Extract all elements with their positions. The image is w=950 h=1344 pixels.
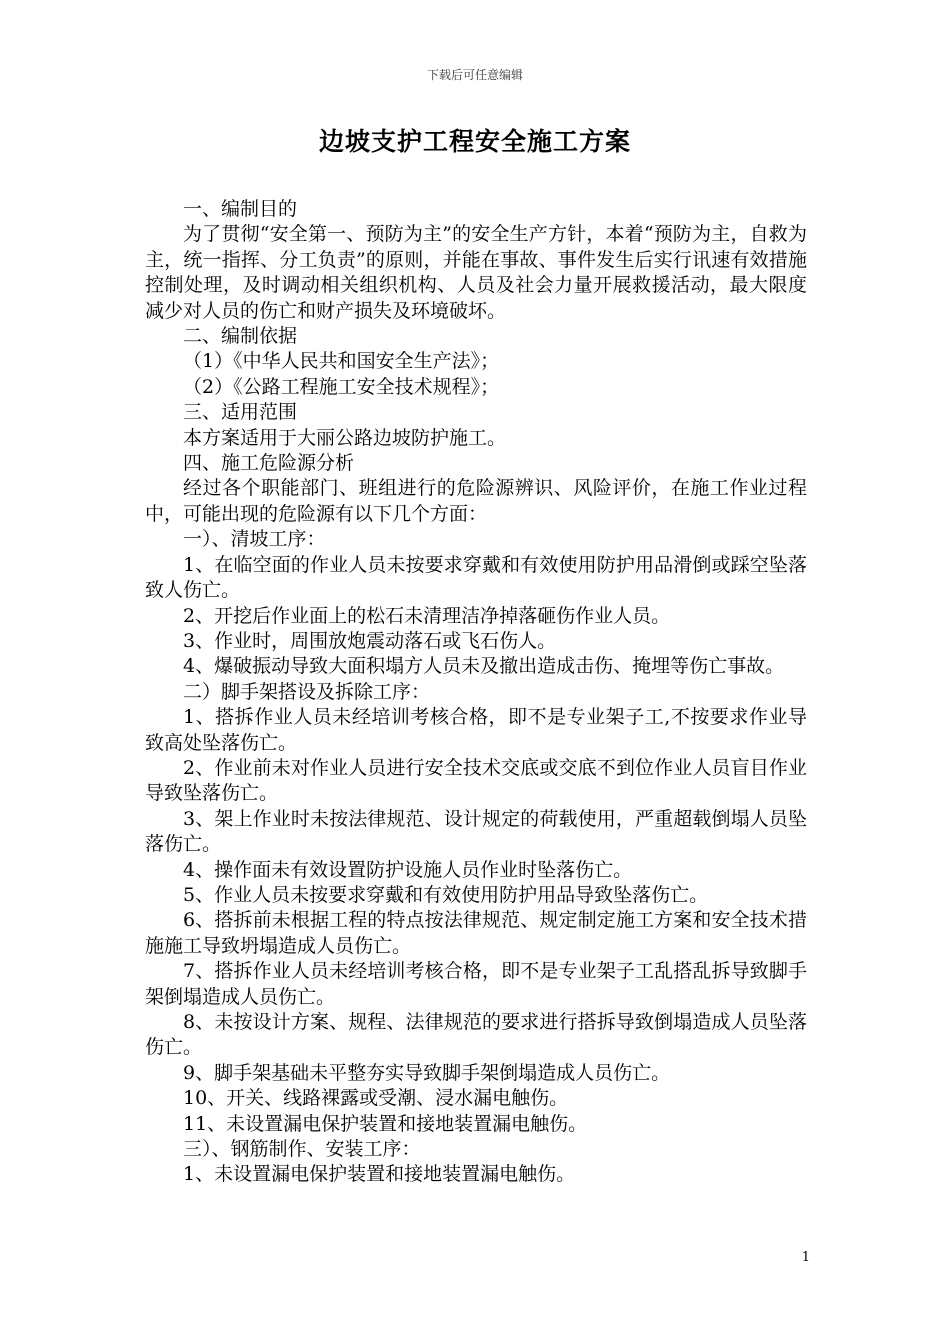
paragraph-purpose: 为了贯彻“安全第一、预防为主”的安全生产方针，本着“预防为主，自救为主，统一指挥、分工负责”的原则，并能在事故、事件发生后实行讯速有效措施控制处理，及时调动相关组织机构、人员及社会力量开展救援活动，最大限度减少对人员的伤亡和财产损失及环境破坏。 <box>145 223 807 322</box>
list-item: 2、作业前未对作业人员进行安全技术交底或交底不到位作业人员盲目作业导致坠落伤亡。 <box>145 756 807 805</box>
subsection-heading-rebar: 三）、钢筋制作、安装工序： <box>183 1138 421 1161</box>
section-heading-scope: 三、适用范围 <box>183 401 298 424</box>
section-heading-purpose: 一、编制目的 <box>183 198 298 220</box>
list-item: 6、搭拆前未根据工程的特点按法律规范、规定制定施工方案和安全技术措施施工导致坍塌造成人员伤亡。 <box>145 909 807 957</box>
list-item: 3、架上作业时未按法律规范、设计规定的荷载使用，严重超载倒塌人员坠落伤亡。 <box>145 807 807 856</box>
list-item: 1、在临空面的作业人员未按要求穿戴和有效使用防护用品滑倒或踩空坠落致人伤亡。 <box>145 553 807 602</box>
list-item: 11、未设置漏电保护装置和接地装置漏电触伤。 <box>183 1112 588 1135</box>
paragraph-hazards-intro: 经过各个职能部门、班组进行的危险源辨识、风险评价，在施工作业过程中，可能出现的危险源有以下几个方面： <box>145 477 807 525</box>
list-item: 2、开挖后作业面上的松石未清理洁净掉落砸伤作业人员。 <box>183 604 671 627</box>
basis-item-1: （1）《中华人民共和国安全生产法》； <box>183 350 500 373</box>
list-item: 1、搭拆作业人员未经培训考核合格，即不是专业架子工,不按要求作业导致高处坠落伤亡。 <box>145 706 807 754</box>
subsection-heading-scaffolding: 二）脚手架搭设及拆除工序： <box>183 680 431 703</box>
list-item: 4、爆破振动导致大面积塌方人员未及撤出造成击伤、掩埋等伤亡事故。 <box>183 655 785 678</box>
list-item: 9、脚手架基础未平整夯实导致脚手架倒塌造成人员伤亡。 <box>183 1061 671 1084</box>
section-heading-hazards: 四、施工危险源分析 <box>183 452 355 475</box>
page-number: 1 <box>801 1250 810 1265</box>
list-item: 8、未按设计方案、规程、法律规范的要求进行搭拆导致倒塌造成人员坠落伤亡。 <box>145 1011 807 1059</box>
document-title: 边坡支护工程安全施工方案 <box>318 127 631 156</box>
list-item: 1、未设置漏电保护装置和接地装置漏电触伤。 <box>183 1163 576 1186</box>
paragraph-scope: 本方案适用于大丽公路边坡防护施工。 <box>183 426 507 449</box>
document-body <box>145 197 807 1188</box>
subsection-heading-slope-clearing: 一）、清坡工序： <box>183 528 326 551</box>
list-item: 10、开关、线路裸露或受潮、浸水漏电触伤。 <box>183 1087 569 1110</box>
basis-item-2: （2）《公路工程施工安全技术规程》； <box>183 375 500 398</box>
list-item: 4、操作面未有效设置防护设施人员作业时坠落伤亡。 <box>183 858 633 881</box>
page-header-note: 下载后可任意编辑 <box>426 68 523 82</box>
list-item: 7、搭拆作业人员未经培训考核合格，即不是专业架子工乱搭乱拆导致脚手架倒塌造成人员伤亡。 <box>145 960 807 1008</box>
list-item: 5、作业人员未按要求穿戴和有效使用防护用品导致坠落伤亡。 <box>183 883 709 906</box>
list-item: 3、作业时，周围放炮震动落石或飞石伤人。 <box>183 629 557 652</box>
section-heading-basis: 二、编制依据 <box>183 325 298 348</box>
